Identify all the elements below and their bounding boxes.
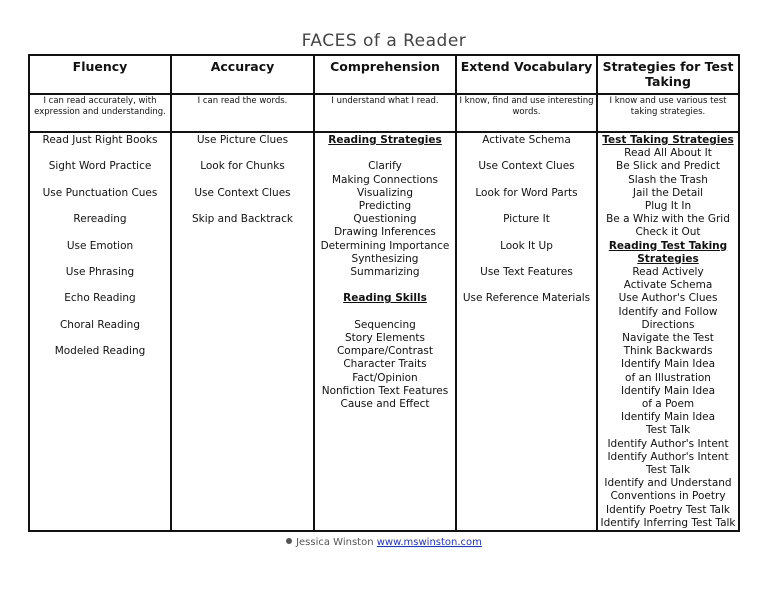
ican-statement: I can read accurately, with expression and understanding. [29,94,171,132]
ican-row [29,94,739,132]
ican-statement: I can read the words. [171,94,314,132]
list-item: Sight Word Practice [48,160,152,173]
list-item: Read Just Right Books [42,134,158,146]
vocabulary-list [456,132,597,531]
list-spacer [30,200,170,213]
list-item: Plug It In [644,200,692,213]
list-item: Identify Poetry Test Talk [606,503,730,516]
list-item: Identify Author's Intent [607,437,729,450]
list-item: Nonfiction Text Features [321,384,449,397]
list-item: Look for Word Parts [475,186,578,199]
column-heading: Accuracy [171,55,314,94]
list-item: Read All About It [624,147,712,160]
comprehension-list [314,132,456,531]
ican-statement: I know, find and use interesting words. [456,94,597,132]
column-heading: Extend Vocabulary [456,55,597,94]
list-item: Identify and Understand [604,477,732,490]
list-item: Use Emotion [66,239,134,252]
list-item: Cause and Effect [340,398,430,411]
list-item: Rereading [73,213,127,226]
list-item: Think Backwards [623,345,713,358]
list-spacer [172,147,313,160]
list-spacer [457,253,596,266]
list-item: Determining Importance [320,239,450,252]
list-item: Echo Reading [64,292,136,305]
list-item: Modeled Reading [54,345,146,358]
list-item: Identify Main Idea [620,411,716,424]
list-spacer [30,253,170,266]
list-item: Synthesizing [351,252,419,265]
list-item: Drawing Inferences [334,226,436,239]
list-spacer [457,200,596,213]
list-spacer [30,279,170,292]
list-item: Fact/Opinion [352,371,418,384]
list-spacer [30,306,170,319]
column-heading: Fluency [29,55,171,94]
footer-link[interactable]: www.mswinston.com [376,537,482,548]
list-item: Picture It [503,213,550,226]
list-item: Slash the Trash [628,173,708,186]
list-item: Activate Schema [482,134,571,146]
list-item: Look It Up [500,239,553,252]
list-spacer [457,174,596,187]
list-item: Making Connections [331,173,439,186]
list-item: Use Phrasing [65,265,135,278]
items-row [29,132,739,531]
list-item: Directions [641,318,695,331]
list-item: Clarify [368,160,402,173]
list-item: Activate Schema [623,279,713,292]
list-spacer [315,279,455,292]
list-spacer [457,147,596,160]
list-spacer [457,226,596,239]
list-spacer [30,147,170,160]
column-heading: Strategies for Test Taking [597,55,739,94]
fluency-list [29,132,171,531]
list-spacer [457,279,596,292]
list-item: Identify Main Idea [620,384,716,397]
list-item: Read Actively [632,266,704,279]
list-item: Navigate the Test [622,332,714,345]
list-spacer [30,174,170,187]
faces-table [28,54,740,532]
list-section-heading: Reading Skills [343,292,427,305]
list-item: Check it Out [635,226,701,239]
list-item: Look for Chunks [200,160,285,173]
header-row [29,55,739,94]
list-item: Character Traits [343,358,427,371]
ican-statement: I understand what I read. [314,94,456,132]
column-heading: Comprehension [314,55,456,94]
footer-author: Jessica Winston [296,537,374,548]
list-item: of a Poem [641,398,695,411]
copyright-icon [286,538,292,544]
list-item: Identify Author's Intent [607,450,729,463]
list-item: Conventions in Poetry [610,490,726,503]
list-item: Use Punctuation Cues [42,186,158,199]
list-item: Be Slick and Predict [616,160,720,173]
accuracy-list [171,132,314,531]
list-item: Identify Inferring Test Talk [600,516,736,529]
footer [0,537,768,548]
list-spacer [30,332,170,345]
list-item: Use Picture Clues [196,134,289,146]
list-section-heading: Reading Strategies [328,134,442,146]
ican-statement: I know and use various test taking strategies. [597,94,739,132]
list-spacer [315,147,455,160]
list-item: Test Talk [645,424,691,437]
list-item: Compare/Contrast [336,345,434,358]
list-item: Questioning [353,213,417,226]
list-item: Use Context Clues [194,186,291,199]
list-spacer [315,306,455,319]
list-item: of an Illustration [625,371,711,384]
test-taking-list [597,132,739,531]
list-item: Test Talk [645,464,691,477]
list-spacer [172,174,313,187]
list-spacer [30,226,170,239]
list-item: Use Text Features [480,265,573,278]
list-item: Visualizing [356,186,413,199]
list-item: Use Reference Materials [462,292,591,305]
list-item: Skip and Backtrack [192,213,293,226]
list-item: Sequencing [354,318,416,331]
list-spacer [172,200,313,213]
list-item: Summarizing [350,266,420,279]
list-item: Use Context Clues [478,160,575,173]
list-item: Be a Whiz with the Grid [606,213,730,226]
list-section-heading: Strategies [637,252,699,265]
list-section-heading: Reading Test Taking [608,239,728,252]
list-section-heading: Test Taking Strategies [602,134,734,146]
list-item: Identify Main Idea [620,358,716,371]
list-item: Predicting [358,200,412,212]
page-title: FACES of a Reader [301,31,467,51]
list-item: Use Author's Clues [618,292,718,305]
list-item: Jail the Detail [632,186,704,199]
list-item: Choral Reading [59,318,141,331]
list-item: Identify and Follow [618,305,718,318]
list-item: Story Elements [344,332,426,344]
